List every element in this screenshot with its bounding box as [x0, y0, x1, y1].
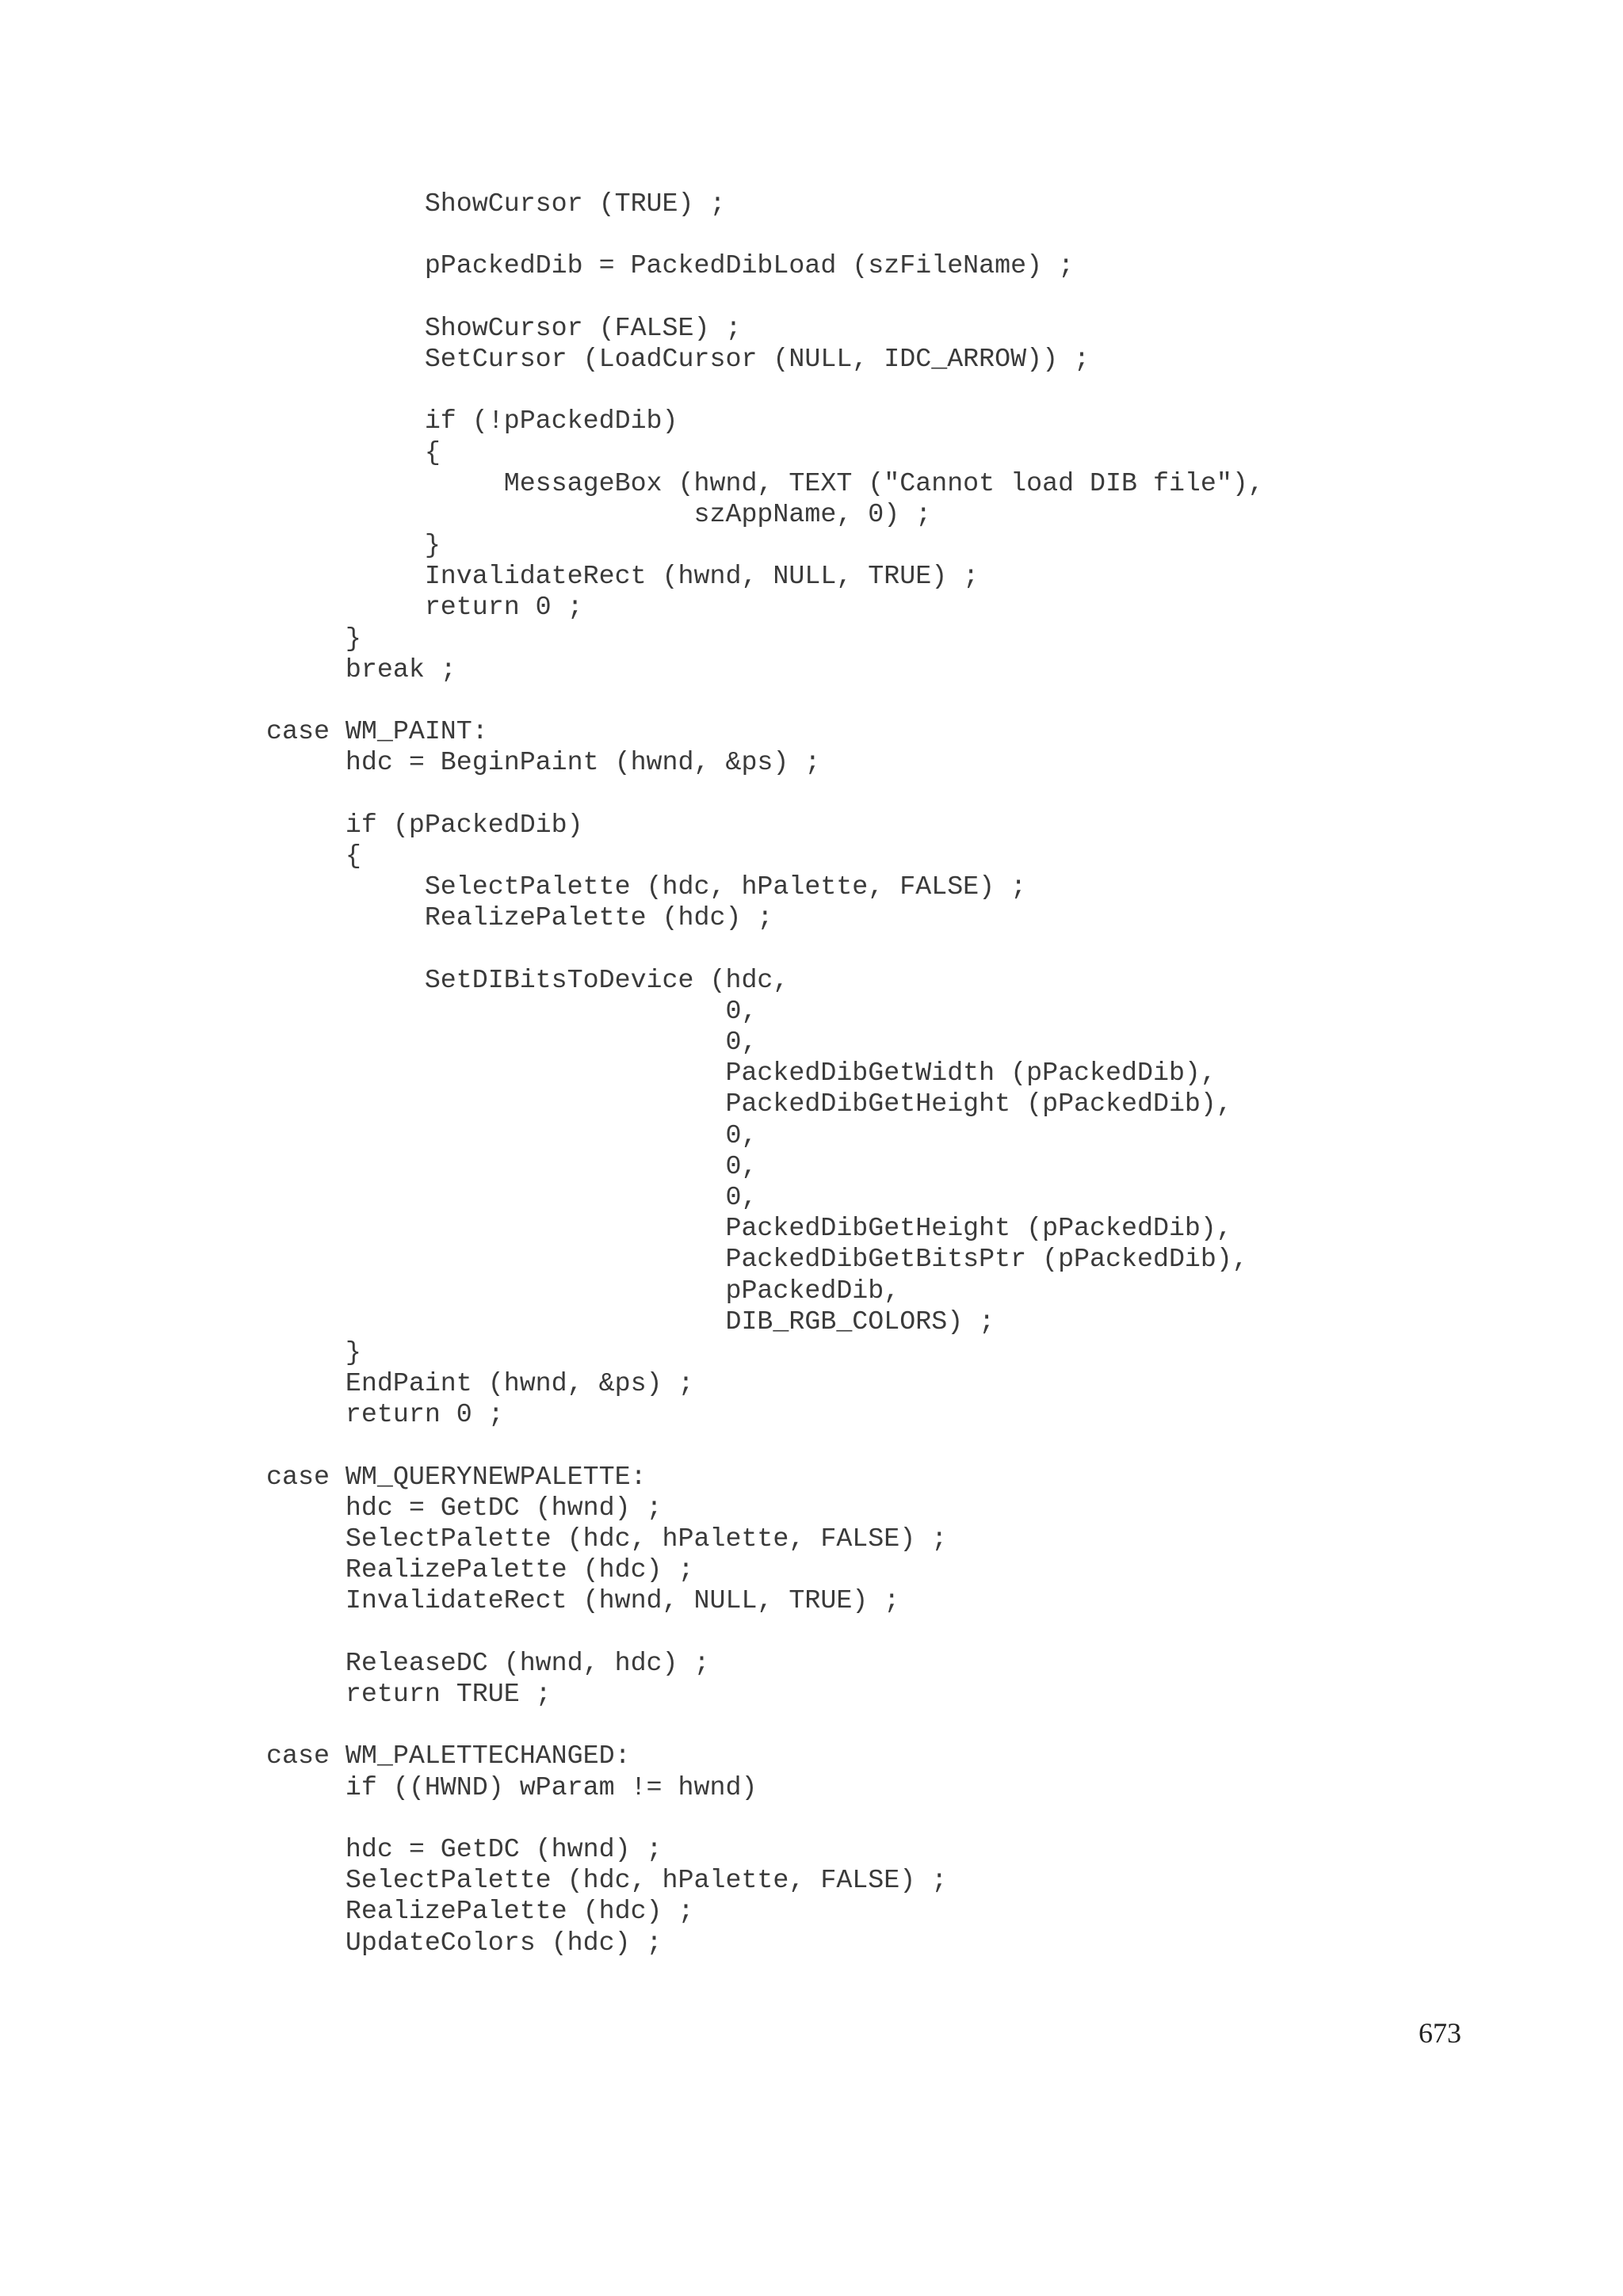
page-number: 673: [1419, 2017, 1461, 2049]
code-line: 0,: [266, 1182, 758, 1212]
code-line: SelectPalette (hdc, hPalette, FALSE) ;: [266, 1524, 948, 1554]
code-line: if ((HWND) wParam != hwnd): [266, 1772, 758, 1802]
code-line: }: [266, 1337, 361, 1367]
code-line: SetCursor (LoadCursor (NULL, IDC_ARROW)) ;: [266, 343, 1090, 374]
code-line: }: [266, 623, 361, 654]
code-line: 0,: [266, 1150, 758, 1181]
code-line: SetDIBitsToDevice (hdc,: [266, 964, 789, 995]
code-line: if (pPackedDib): [266, 809, 583, 840]
code-line: [266, 375, 1264, 406]
code-line: [266, 934, 1264, 965]
code-line: EndPaint (hwnd, &ps) ;: [266, 1368, 694, 1399]
code-line: SelectPalette (hdc, hPalette, FALSE) ;: [266, 871, 1027, 902]
code-line: [266, 219, 1264, 250]
code-line: pPackedDib = PackedDibLoad (szFileName) ;: [266, 250, 1075, 281]
code-line: 0,: [266, 1027, 758, 1058]
code-line: [266, 1431, 1264, 1462]
code-line: [266, 685, 1264, 716]
code-line: return 0 ;: [266, 1399, 504, 1430]
code-line: PackedDibGetHeight (pPackedDib),: [266, 1213, 1232, 1244]
code-line: MessageBox (hwnd, TEXT ("Cannot load DIB file"),: [266, 467, 1264, 498]
code-line: PackedDibGetBitsPtr (pPackedDib),: [266, 1244, 1248, 1275]
code-line: RealizePalette (hdc) ;: [266, 1554, 694, 1585]
code-line: case WM_PALETTECHANGED:: [266, 1741, 631, 1772]
code-line: PackedDibGetHeight (pPackedDib),: [266, 1089, 1232, 1119]
code-line: DIB_RGB_COLORS) ;: [266, 1306, 995, 1337]
code-line: hdc = BeginPaint (hwnd, &ps) ;: [266, 747, 821, 778]
code-line: RealizePalette (hdc) ;: [266, 1896, 694, 1927]
code-line: [266, 779, 1264, 810]
code-line: {: [266, 437, 441, 467]
code-line: SelectPalette (hdc, hPalette, FALSE) ;: [266, 1865, 948, 1896]
code-listing: [266, 189, 1264, 1958]
code-line: [266, 1617, 1264, 1648]
code-line: 0,: [266, 995, 758, 1026]
code-line: case WM_QUERYNEWPALETTE:: [266, 1461, 647, 1492]
code-line: if (!pPackedDib): [266, 406, 678, 437]
code-line: 0,: [266, 1119, 758, 1150]
code-line: }: [266, 530, 441, 561]
code-line: ShowCursor (FALSE) ;: [266, 312, 742, 343]
code-line: [266, 282, 1264, 313]
code-line: ReleaseDC (hwnd, hdc) ;: [266, 1647, 710, 1678]
code-line: szAppName, 0) ;: [266, 498, 932, 529]
code-line: break ;: [266, 654, 456, 685]
code-line: pPackedDib,: [266, 1275, 900, 1306]
code-line: return TRUE ;: [266, 1679, 552, 1709]
code-line: InvalidateRect (hwnd, NULL, TRUE) ;: [266, 561, 980, 592]
code-line: {: [266, 840, 361, 871]
code-line: [266, 1803, 1264, 1834]
code-line: ShowCursor (TRUE) ;: [266, 189, 726, 219]
code-line: PackedDibGetWidth (pPackedDib),: [266, 1058, 1216, 1089]
code-line: RealizePalette (hdc) ;: [266, 902, 773, 933]
code-line: hdc = GetDC (hwnd) ;: [266, 1833, 663, 1864]
code-line: [266, 1710, 1264, 1741]
code-line: InvalidateRect (hwnd, NULL, TRUE) ;: [266, 1585, 900, 1616]
code-line: case WM_PAINT:: [266, 716, 488, 747]
code-line: hdc = GetDC (hwnd) ;: [266, 1492, 663, 1523]
code-line: UpdateColors (hdc) ;: [266, 1927, 663, 1958]
code-line: return 0 ;: [266, 592, 583, 623]
